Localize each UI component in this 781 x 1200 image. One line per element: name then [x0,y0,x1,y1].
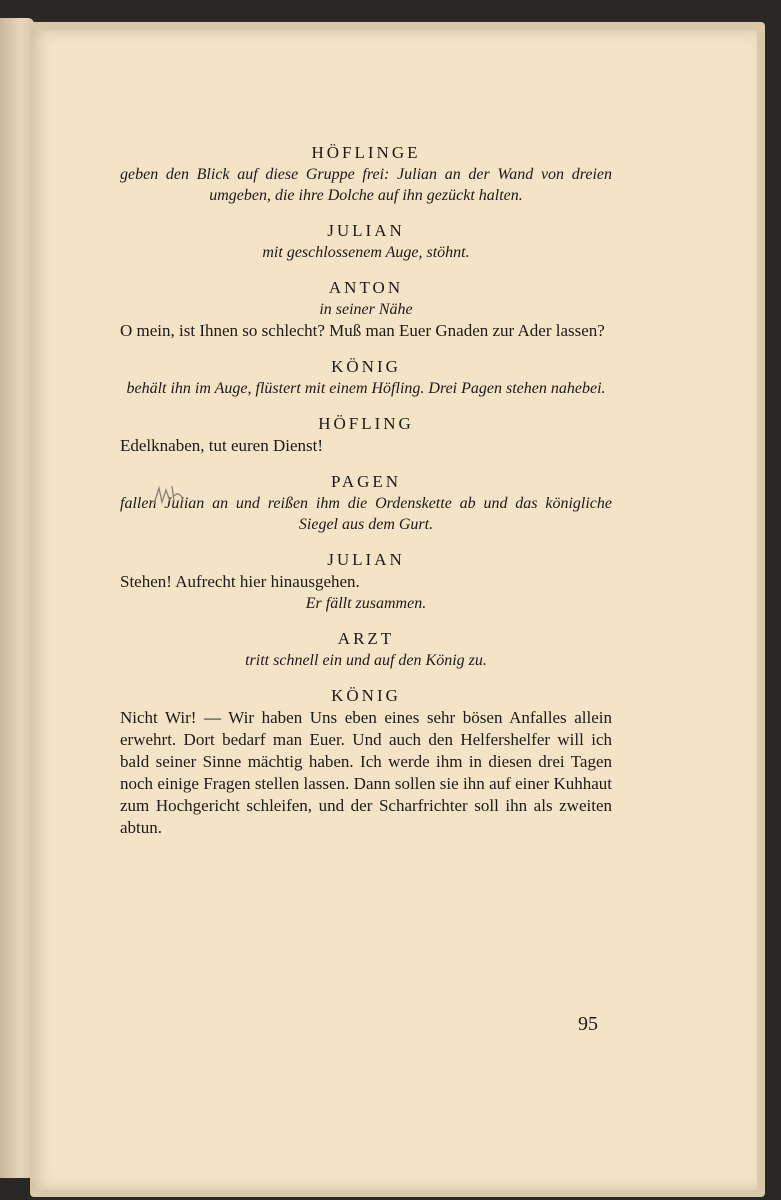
page-number: 95 [578,1013,598,1035]
stage-direction: behält ihn im Auge, flüstert mit einem Höfling. Drei Pagen stehen nahebei. [126,380,606,397]
left-page-edge [0,18,34,1178]
speaker-name: JULIAN [327,550,405,569]
speaker-name: HÖFLING [318,414,414,433]
stage-direction: geben den Blick auf diese Gruppe frei: Julian an der Wand von dreien umgeben, die ihre Dolche auf ihn gezückt halten. [120,166,612,204]
speaker-name: KÖNIG [331,686,401,705]
stage-direction: mit geschlossenem Auge, stöhnt. [262,244,470,261]
page-text [120,142,612,839]
stage-direction: fallen Julian an und reißen ihm die Ordenskette ab und das königliche Siegel aus dem Gurt. [120,495,612,533]
speaker-name: PAGEN [330,472,402,491]
speaker-name: JULIAN [327,221,405,240]
stage-direction: Er fällt zusammen. [305,595,427,612]
speech-text: Edelknaben, tut euren Dienst! [120,436,323,455]
book-page [30,30,757,1190]
speech-text: Nicht Wir! — Wir haben Uns eben eines sehr bösen Anfalles allein erwehrt. Dort bedarf man Euer. Und auch den Helfershelfer will ich bald seiner Sinne mächtig haben. Ich werde ihm in diesen drei Tagen noch einige Fragen stellen lassen. Dann sollen sie ihn auf einer Kuhhaut zum Hochgericht schleifen, und der Scharfrichter soll ihn als zweiten abtun. [120,708,612,837]
speaker-name: ARZT [337,629,395,648]
stage-direction: tritt schnell ein und auf den König zu. [245,652,487,669]
pencil-annotation [150,482,190,508]
speaker-name: KÖNIG [331,357,401,376]
stage-direction: in seiner Nähe [319,301,413,318]
speech-text: Stehen! Aufrecht hier hinausgehen. [120,572,360,591]
speaker-name: HÖFLINGE [311,143,421,162]
speaker-name: ANTON [328,278,404,297]
speech-text: O mein, ist Ihnen so schlecht? Muß man Euer Gnaden zur Ader lassen? [120,321,605,340]
